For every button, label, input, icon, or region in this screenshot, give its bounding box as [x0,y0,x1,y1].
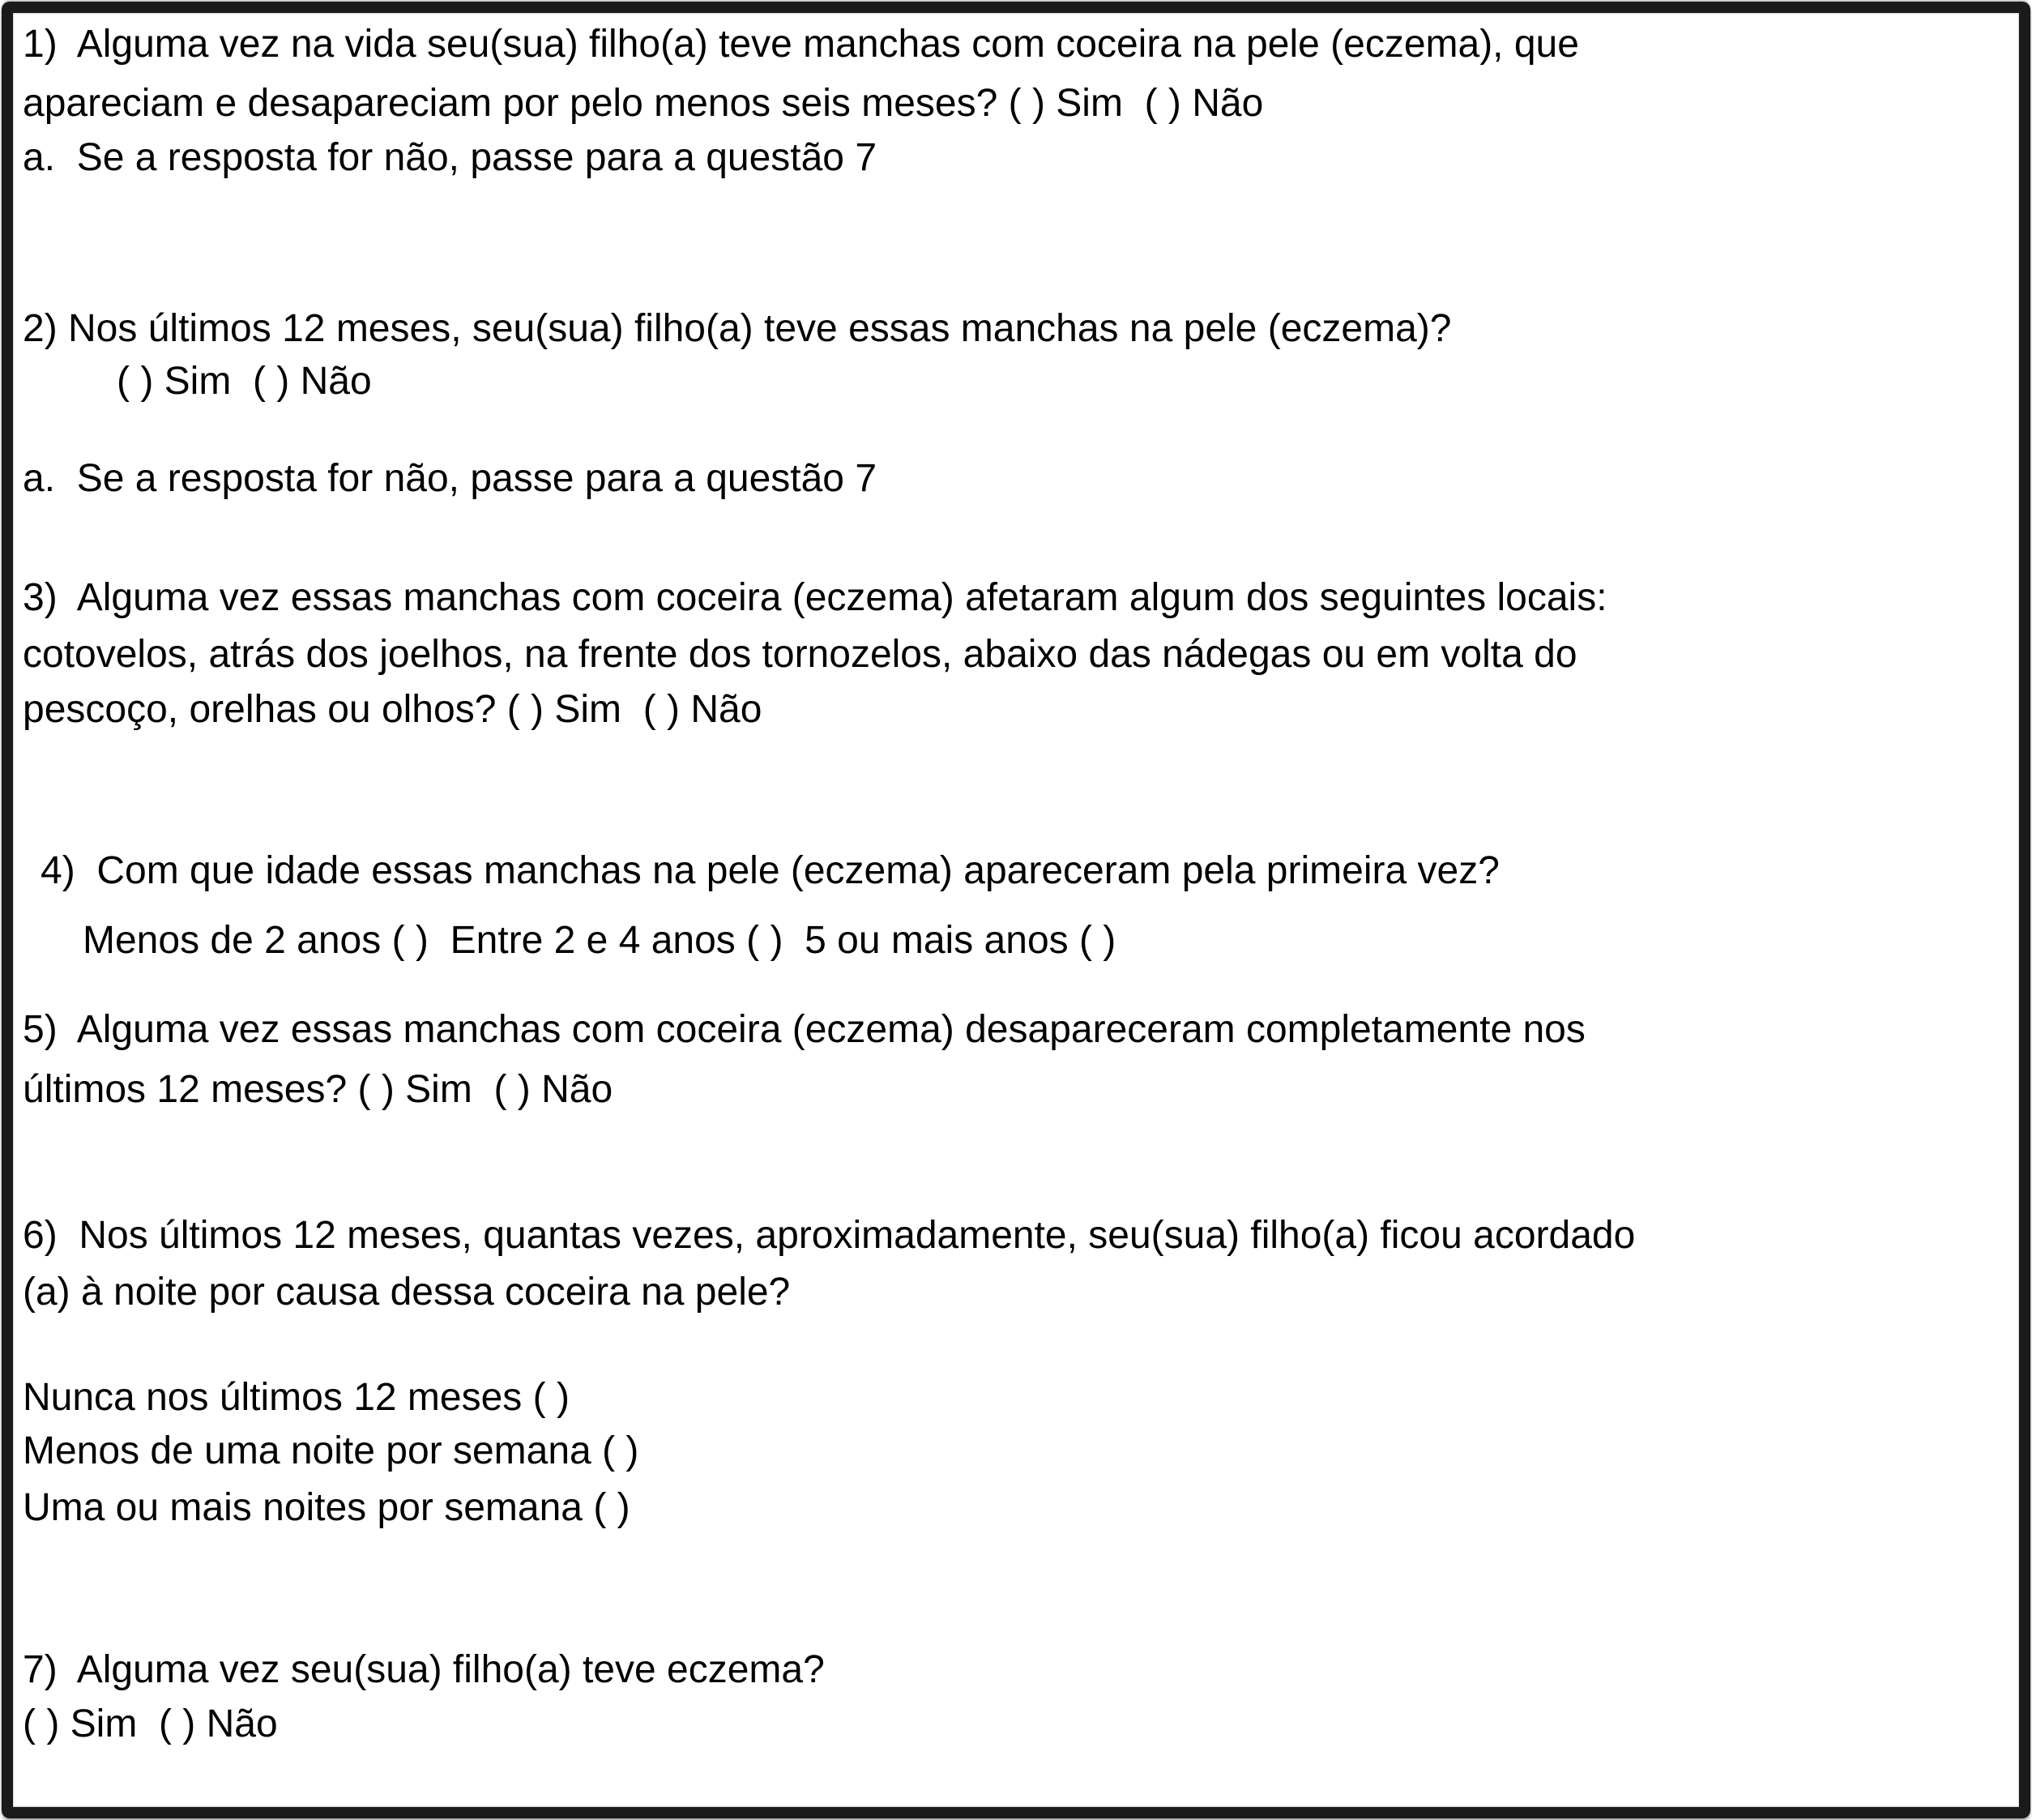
question-1-text-line-1: 1) Alguma vez na vida seu(sua) filho(a) teve manchas com coceira na pele (eczema), que [23,23,1579,66]
question-3-text-line-3: pescoço, orelhas ou olhos? ( ) Sim ( ) Não [23,688,762,731]
question-7-answer-options: ( ) Sim ( ) Não [23,1703,278,1745]
question-1-text-line-2: apareciam e desapareciam por pelo menos seis meses? ( ) Sim ( ) Não [23,82,1264,125]
question-4-answer-options: Menos de 2 anos ( ) Entre 2 e 4 anos ( ) 5 ou mais anos ( ) [83,919,1116,962]
question-6-option-one-or-more-nights: Uma ou mais noites por semana ( ) [23,1486,630,1529]
question-2-text: 2) Nos últimos 12 meses, seu(sua) filho(a) teve essas manchas na pele (eczema)? [23,307,1452,350]
question-4-text: 4) Com que idade essas manchas na pele (eczema) apareceram pela primeira vez? [41,849,1500,892]
question-5-text-line-1: 5) Alguma vez essas manchas com coceira (eczema) desapareceram completamente nos [23,1008,1586,1051]
question-6-text-line-1: 6) Nos últimos 12 meses, quantas vezes, aproximadamente, seu(sua) filho(a) ficou acordado [23,1214,1636,1257]
question-6-option-never: Nunca nos últimos 12 meses ( ) [23,1376,570,1419]
question-2-skip-instruction: a. Se a resposta for não, passe para a questão 7 [23,457,877,500]
question-1-skip-instruction: a. Se a resposta for não, passe para a questão 7 [23,136,877,179]
question-6-text-line-2: (a) à noite por causa dessa coceira na pele? [23,1271,791,1314]
question-2-answer-options: ( ) Sim ( ) Não [117,360,372,403]
question-5-text-line-2: últimos 12 meses? ( ) Sim ( ) Não [23,1068,613,1111]
question-3-text-line-2: cotovelos, atrás dos joelhos, na frente dos tornozelos, abaixo das nádegas ou em volta do [23,633,1577,676]
question-3-text-line-1: 3) Alguma vez essas manchas com coceira (eczema) afetaram algum dos seguintes locais: [23,576,1607,619]
question-7-text: 7) Alguma vez seu(sua) filho(a) teve eczema? [23,1648,825,1691]
page-border [2,2,2030,1818]
question-6-option-less-than-one-night: Menos de uma noite por semana ( ) [23,1429,639,1472]
